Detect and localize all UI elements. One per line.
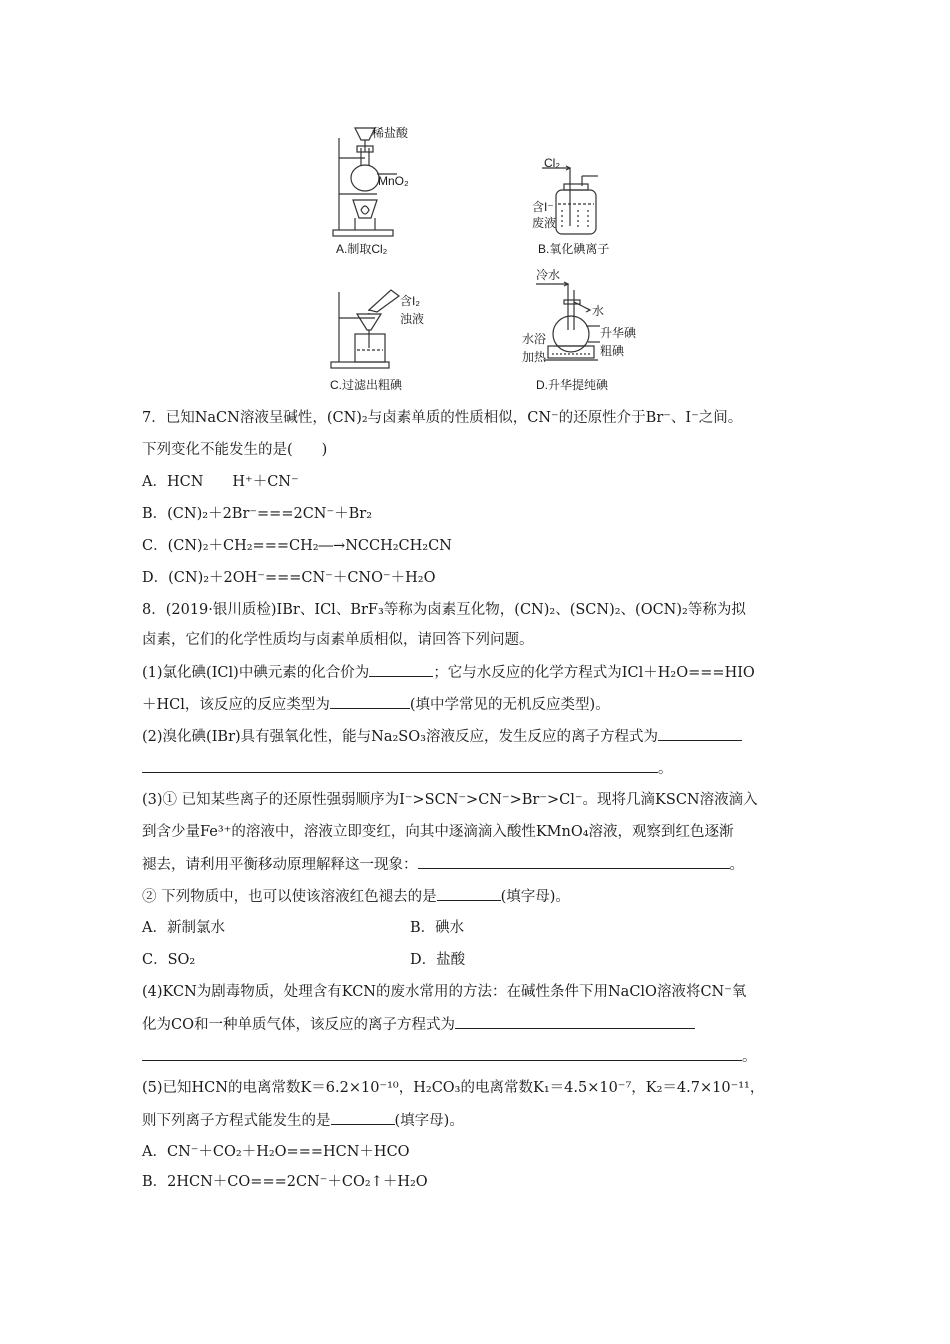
answer-blank[interactable] — [437, 886, 501, 901]
q8-part3-option-c: C．SO₂ — [142, 952, 196, 968]
q8-stem-line-1: 8．(2019·银川质检)IBr、ICl、BrF₃等称为卤素互化物，(CN)₂、(SCN)₂、(OCN)₂等称为拟 — [142, 602, 746, 618]
q8-stem-line-2: 卤素，它们的化学性质均与卤素单质相似，请回答下列问题。 — [142, 632, 534, 648]
figure-a-label-mno2: MnO₂ — [378, 174, 409, 188]
filtration-drawing — [325, 284, 403, 370]
figure-b-label-waste: 废液 — [532, 216, 557, 230]
q8-part2-end: 。 — [658, 761, 673, 777]
figure-d-label-bath: 水浴 — [522, 332, 547, 346]
q8-part3-option-a: A．新制氯水 — [142, 920, 225, 936]
q8-part4-end: 。 — [742, 1049, 757, 1065]
answer-blank[interactable] — [142, 1046, 742, 1061]
figure-c-caption: C.过滤出粗碘 — [330, 378, 403, 392]
answer-blank[interactable] — [455, 1014, 695, 1029]
q8-part4-line-3 — [142, 1046, 757, 1067]
q8-part5-line-2 — [142, 1110, 464, 1131]
q8-part3-sub2 — [142, 886, 570, 907]
q8-part4-line-2 — [142, 1014, 695, 1035]
q8-part3-option-d: D．盐酸 — [410, 952, 466, 968]
q8-part5-text-a: 则下列离子方程式能发生的是 — [142, 1113, 331, 1129]
figure-c-label-turbid: 浊液 — [400, 312, 425, 326]
figure-c-filtration — [325, 284, 403, 370]
q8-part3-sub2-text-b: (填字母)。 — [500, 889, 570, 905]
q7-option-a: A．HCN H⁺＋CN⁻ — [142, 474, 299, 490]
q8-part5-option-a: A．CN⁻＋CO₂＋H₂O===HCN＋HCO — [142, 1144, 410, 1160]
q8-part5-text-b: (填字母)。 — [394, 1113, 464, 1129]
q8-part3-text: 褪去，请利用平衡移动原理解释这一现象： — [142, 857, 418, 873]
q8-part3-line-2: 到含少量Fe³⁺的溶液中，溶液立即变红，向其中逐滴滴入酸性KMnO₄溶液，观察到红色逐渐 — [142, 824, 734, 840]
q8-part3-line-3 — [142, 854, 744, 875]
figure-b-label-cl2: Cl₂ — [544, 156, 560, 170]
answer-blank[interactable] — [142, 758, 658, 773]
q8-part2-line-2 — [142, 758, 673, 779]
q8-part3-line-1: (3)① 已知某些离子的还原性强弱顺序为I⁻>SCN⁻>CN⁻>Br⁻>Cl⁻。现将几滴KSCN溶液滴入 — [142, 792, 758, 808]
figure-a-caption: A.制取Cl₂ — [336, 242, 388, 256]
q7-stem-line-1: 7．已知NaCN溶液呈碱性，(CN)₂与卤素单质的性质相似，CN⁻的还原性介于Br⁻、I⁻之间。 — [142, 410, 743, 426]
figure-d-label-sublimed: 升华碘 — [600, 326, 637, 340]
q8-part1-text-d: (填中学常见的无机反应类型)。 — [409, 697, 610, 713]
q7-stem-line-2: 下列变化不能发生的是( ) — [142, 442, 328, 458]
q8-part1-text-c: ＋HCl，该反应的反应类型为 — [142, 697, 330, 713]
q8-part5-line-1: (5)已知HCN的电离常数K＝6.2×10⁻¹⁰，H₂CO₃的电离常数K₁＝4.5×10⁻⁷，K₂＝4.7×10⁻¹¹， — [142, 1080, 765, 1096]
figure-d-caption: D.升华提纯碘 — [536, 378, 609, 392]
answer-blank[interactable] — [658, 726, 742, 741]
answer-blank[interactable] — [369, 662, 433, 677]
figure-a-label-acid: 稀盐酸 — [372, 126, 409, 140]
answer-blank[interactable] — [418, 854, 730, 869]
q8-part3-sub2-text-a: ② 下列物质中，也可以使该溶液红色褪去的是 — [142, 889, 437, 905]
q8-part4-text: 化为CO和一种单质气体，该反应的离子方程式为 — [142, 1017, 455, 1033]
q8-part1-line-2 — [142, 694, 610, 715]
q7-option-c: C．(CN)₂＋CH₂===CH₂―→NCCH₂CH₂CN — [142, 538, 452, 554]
figure-d-label-water: 水 — [592, 304, 605, 318]
q8-part1-line-1 — [142, 662, 755, 683]
q8-part1-text-b: ；它与水反应的化学方程式为ICl＋H₂O===HIO — [433, 665, 755, 681]
figure-d-label-cold: 冷水 — [536, 268, 561, 282]
figure-c-label-iodine: 含I₂ — [400, 294, 420, 308]
figure-b-caption: B.氧化碘离子 — [538, 242, 610, 256]
q8-part3-end: 。 — [729, 857, 744, 873]
figure-b-label-iodide: 含I⁻ — [532, 200, 554, 214]
q8-part2-line-1 — [142, 726, 742, 747]
q8-part3-option-b: B．碘水 — [410, 920, 465, 936]
figure-d-label-crude: 粗碘 — [600, 344, 625, 358]
q7-option-b: B．(CN)₂＋2Br⁻===2CN⁻＋Br₂ — [142, 506, 373, 522]
q8-part5-option-b: B．2HCN＋CO===2CN⁻＋CO₂↑＋H₂O — [142, 1174, 428, 1190]
q8-part4-line-1: (4)KCN为剧毒物质，处理含有KCN的废水常用的方法：在碱性条件下用NaClO溶液将CN⁻氧 — [142, 984, 747, 1000]
figure-d-label-heat: 加热 — [522, 350, 547, 364]
answer-blank[interactable] — [331, 1110, 395, 1125]
q7-option-d: D．(CN)₂＋2OH⁻===CN⁻＋CNO⁻＋H₂O — [142, 570, 436, 586]
q8-part1-text-a: (1)氯化碘(ICl)中碘元素的化合价为 — [142, 665, 370, 681]
q8-part2-text: (2)溴化碘(IBr)具有强氧化性，能与Na₂SO₃溶液反应，发生反应的离子方程式为 — [142, 729, 658, 745]
answer-blank[interactable] — [330, 694, 410, 709]
